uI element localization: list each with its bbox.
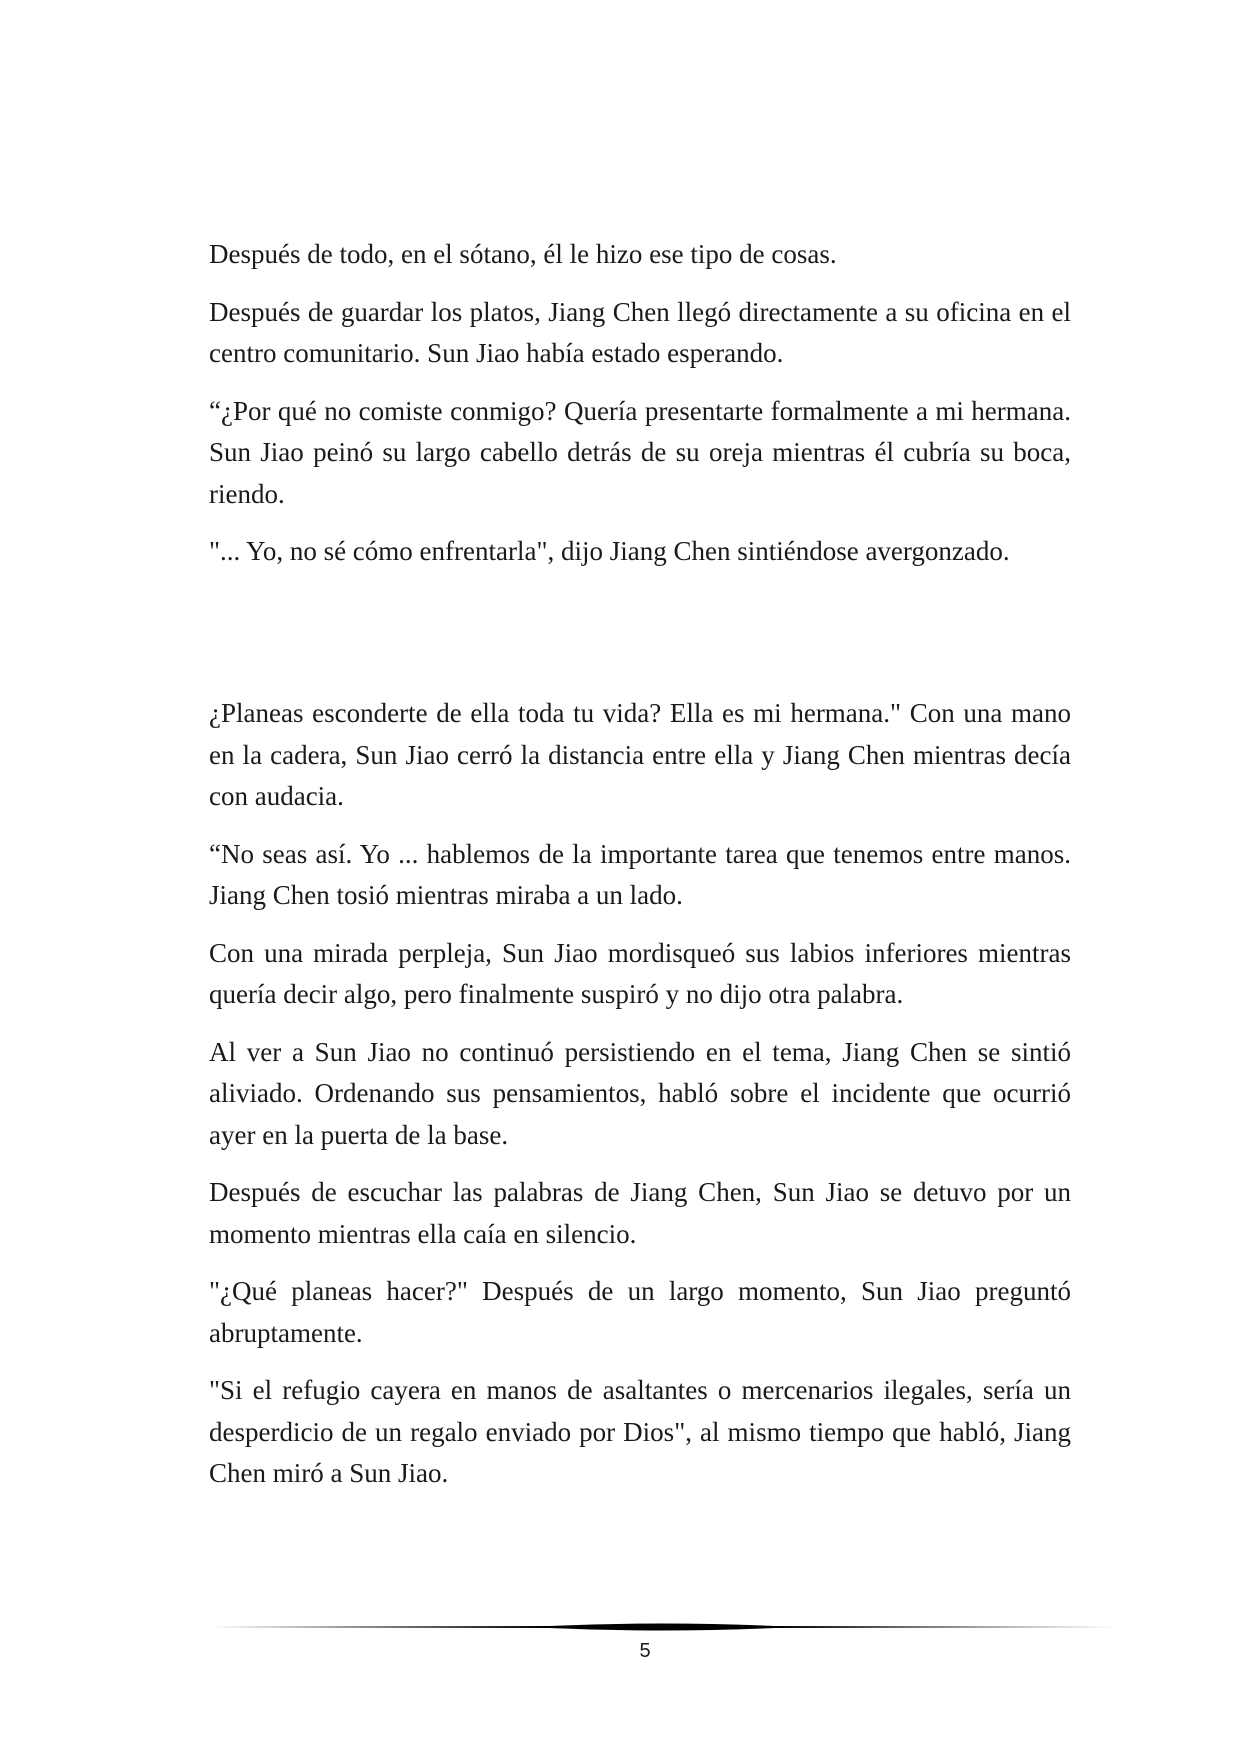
footer-rule-line [209, 1624, 1115, 1631]
paragraph: “¿Por qué no comiste conmigo? Quería presentarte formalmente a mi hermana. Sun Jiao peinó su largo cabello detrás de su oreja mientras él cubría su boca, riendo. [209, 395, 1071, 509]
page-number: 5 [639, 1640, 651, 1662]
paragraph: Al ver a Sun Jiao no continuó persistiendo en el tema, Jiang Chen se sintió aliviado. Ordenando sus pensamientos, habló sobre el incidente que ocurrió ayer en la puerta de la base. [209, 1036, 1071, 1150]
paragraph: Después de guardar los platos, Jiang Chen llegó directamente a su oficina en el centro comunitario. Sun Jiao había estado esperando. [209, 296, 1071, 368]
paragraph: "¿Qué planeas hacer?" Después de un largo momento, Sun Jiao preguntó abruptamente. [209, 1276, 1071, 1348]
paragraph: Con una mirada perpleja, Sun Jiao mordisqueó sus labios inferiores mientras quería decir algo, pero finalmente suspiró y no dijo otra palabra. [209, 937, 1071, 1009]
paragraph: ¿Planeas esconderte de ella toda tu vida? Ella es mi hermana." Con una mano en la cadera, Sun Jiao cerró la distancia entre ella y Jiang Chen mientras decía con audacia. [209, 698, 1071, 811]
paragraph: Después de todo, en el sótano, él le hizo ese tipo de cosas. [209, 239, 837, 269]
paragraph: "... Yo, no sé cómo enfrentarla", dijo Jiang Chen sintiéndose avergonzado. [209, 536, 1010, 566]
text-block-top [209, 234, 1071, 589]
paragraph: Después de escuchar las palabras de Jiang Chen, Sun Jiao se detuvo por un momento mientras ella caía en silencio. [209, 1177, 1071, 1249]
text-block-bottom [209, 693, 1071, 1511]
paragraph: "Si el refugio cayera en manos de asaltantes o mercenarios ilegales, sería un desperdicio de un regalo enviado por Dios", al mismo tiempo que habló, Jiang Chen miró a Sun Jiao. [209, 1375, 1071, 1488]
footer-rule [209, 1620, 1115, 1634]
paragraph: “No seas así. Yo ... hablemos de la importante tarea que tenemos entre manos. Jiang Chen tosió mientras miraba a un lado. [209, 838, 1071, 910]
